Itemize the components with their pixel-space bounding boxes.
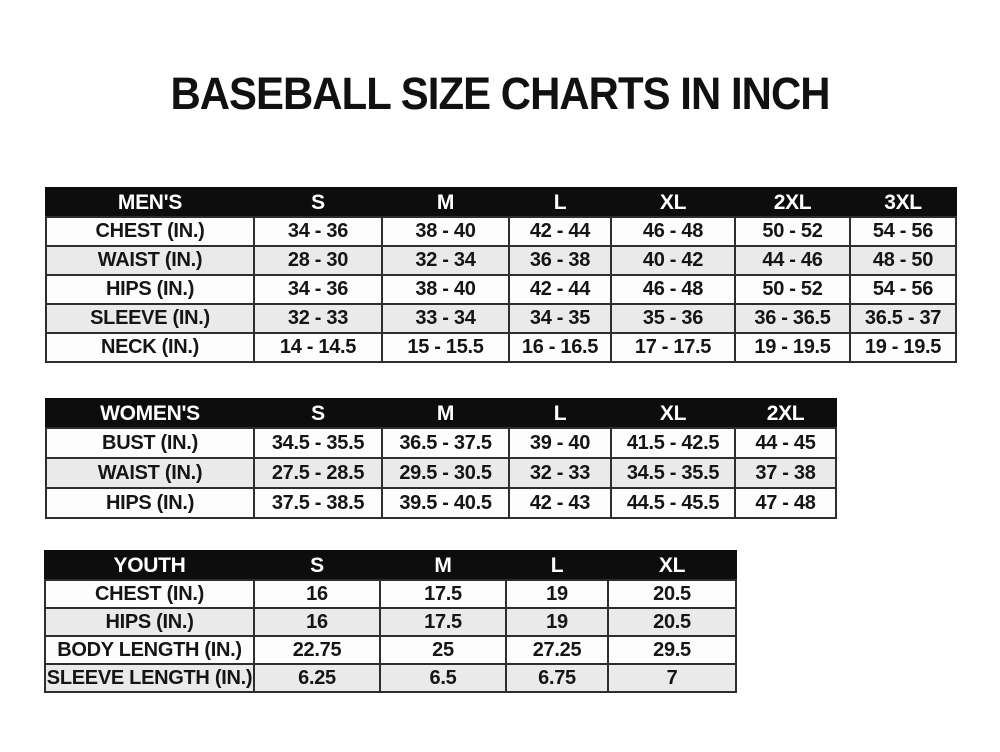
value-cell: 34.5 - 35.5 (254, 428, 382, 458)
value-cell: 54 - 56 (850, 275, 956, 304)
value-cell: 39 - 40 (509, 428, 611, 458)
table-row (46, 428, 836, 458)
value-cell: 14 - 14.5 (254, 333, 382, 362)
value-cell: 50 - 52 (735, 217, 850, 246)
value-cell: 38 - 40 (382, 217, 509, 246)
column-header-cell: S (254, 399, 382, 428)
table-row (46, 246, 956, 275)
column-header-cell: XL (608, 551, 736, 580)
table-title-cell: MEN'S (46, 188, 254, 217)
column-header-cell: 2XL (735, 188, 850, 217)
row-label-cell: SLEEVE LENGTH (IN.) (45, 664, 254, 692)
column-header-cell: 2XL (735, 399, 836, 428)
table-row (45, 580, 736, 608)
table-row (45, 664, 736, 692)
row-label-cell: BUST (IN.) (46, 428, 254, 458)
value-cell: 38 - 40 (382, 275, 509, 304)
value-cell: 36.5 - 37.5 (382, 428, 509, 458)
value-cell: 6.75 (506, 664, 608, 692)
value-cell: 29.5 (608, 636, 736, 664)
column-header-cell: XL (611, 188, 735, 217)
value-cell: 16 (254, 608, 380, 636)
column-header-cell: S (254, 188, 382, 217)
column-header-cell: L (506, 551, 608, 580)
value-cell: 41.5 - 42.5 (611, 428, 735, 458)
value-cell: 28 - 30 (254, 246, 382, 275)
column-header-cell: S (254, 551, 380, 580)
row-label-cell: WAIST (IN.) (46, 246, 254, 275)
row-label-cell: HIPS (IN.) (45, 608, 254, 636)
value-cell: 36 - 36.5 (735, 304, 850, 333)
value-cell: 36 - 38 (509, 246, 611, 275)
value-cell: 17.5 (380, 580, 506, 608)
row-label-cell: CHEST (IN.) (45, 580, 254, 608)
value-cell: 37.5 - 38.5 (254, 488, 382, 518)
value-cell: 16 - 16.5 (509, 333, 611, 362)
value-cell: 47 - 48 (735, 488, 836, 518)
page-title: BASEBALL SIZE CHARTS IN INCH (170, 68, 830, 119)
value-cell: 27.5 - 28.5 (254, 458, 382, 488)
mens-table-body (46, 217, 956, 362)
value-cell: 29.5 - 30.5 (382, 458, 509, 488)
value-cell: 27.25 (506, 636, 608, 664)
value-cell: 20.5 (608, 580, 736, 608)
value-cell: 37 - 38 (735, 458, 836, 488)
value-cell: 19 - 19.5 (735, 333, 850, 362)
value-cell: 22.75 (254, 636, 380, 664)
header-row (46, 399, 836, 428)
value-cell: 50 - 52 (735, 275, 850, 304)
value-cell: 19 - 19.5 (850, 333, 956, 362)
row-label-cell: CHEST (IN.) (46, 217, 254, 246)
column-header-cell: M (380, 551, 506, 580)
value-cell: 44 - 46 (735, 246, 850, 275)
value-cell: 34 - 35 (509, 304, 611, 333)
row-label-cell: BODY LENGTH (IN.) (45, 636, 254, 664)
table-row (45, 608, 736, 636)
value-cell: 46 - 48 (611, 275, 735, 304)
row-label-cell: SLEEVE (IN.) (46, 304, 254, 333)
column-header-cell: M (382, 188, 509, 217)
value-cell: 39.5 - 40.5 (382, 488, 509, 518)
value-cell: 17.5 (380, 608, 506, 636)
row-label-cell: HIPS (IN.) (46, 488, 254, 518)
value-cell: 17 - 17.5 (611, 333, 735, 362)
row-label-cell: HIPS (IN.) (46, 275, 254, 304)
column-header-cell: XL (611, 399, 735, 428)
table-row (46, 488, 836, 518)
table-row (46, 275, 956, 304)
table-row (46, 217, 956, 246)
header-row (45, 551, 736, 580)
row-label-cell: WAIST (IN.) (46, 458, 254, 488)
row-label-cell: NECK (IN.) (46, 333, 254, 362)
value-cell: 33 - 34 (382, 304, 509, 333)
value-cell: 32 - 33 (509, 458, 611, 488)
value-cell: 44 - 45 (735, 428, 836, 458)
value-cell: 35 - 36 (611, 304, 735, 333)
value-cell: 32 - 34 (382, 246, 509, 275)
value-cell: 16 (254, 580, 380, 608)
column-header-cell: L (509, 399, 611, 428)
value-cell: 34 - 36 (254, 217, 382, 246)
value-cell: 19 (506, 608, 608, 636)
value-cell: 7 (608, 664, 736, 692)
value-cell: 46 - 48 (611, 217, 735, 246)
table-title-cell: YOUTH (45, 551, 254, 580)
value-cell: 42 - 44 (509, 217, 611, 246)
womens-table-header (46, 399, 836, 428)
value-cell: 42 - 44 (509, 275, 611, 304)
value-cell: 36.5 - 37 (850, 304, 956, 333)
value-cell: 6.5 (380, 664, 506, 692)
column-header-cell: L (509, 188, 611, 217)
value-cell: 6.25 (254, 664, 380, 692)
value-cell: 25 (380, 636, 506, 664)
value-cell: 32 - 33 (254, 304, 382, 333)
value-cell: 19 (506, 580, 608, 608)
table-row (46, 458, 836, 488)
header-row (46, 188, 956, 217)
value-cell: 42 - 43 (509, 488, 611, 518)
value-cell: 40 - 42 (611, 246, 735, 275)
table-row (45, 636, 736, 664)
value-cell: 48 - 50 (850, 246, 956, 275)
table-row (46, 304, 956, 333)
value-cell: 20.5 (608, 608, 736, 636)
mens-size-table (45, 187, 957, 363)
value-cell: 54 - 56 (850, 217, 956, 246)
table-title-cell: WOMEN'S (46, 399, 254, 428)
column-header-cell: M (382, 399, 509, 428)
youth-table-header (45, 551, 736, 580)
value-cell: 34 - 36 (254, 275, 382, 304)
value-cell: 44.5 - 45.5 (611, 488, 735, 518)
value-cell: 15 - 15.5 (382, 333, 509, 362)
youth-table-body (45, 580, 736, 692)
column-header-cell: 3XL (850, 188, 956, 217)
youth-size-table (44, 550, 737, 693)
womens-table-body (46, 428, 836, 518)
value-cell: 34.5 - 35.5 (611, 458, 735, 488)
mens-table-header (46, 188, 956, 217)
womens-size-table (45, 398, 837, 519)
table-row (46, 333, 956, 362)
